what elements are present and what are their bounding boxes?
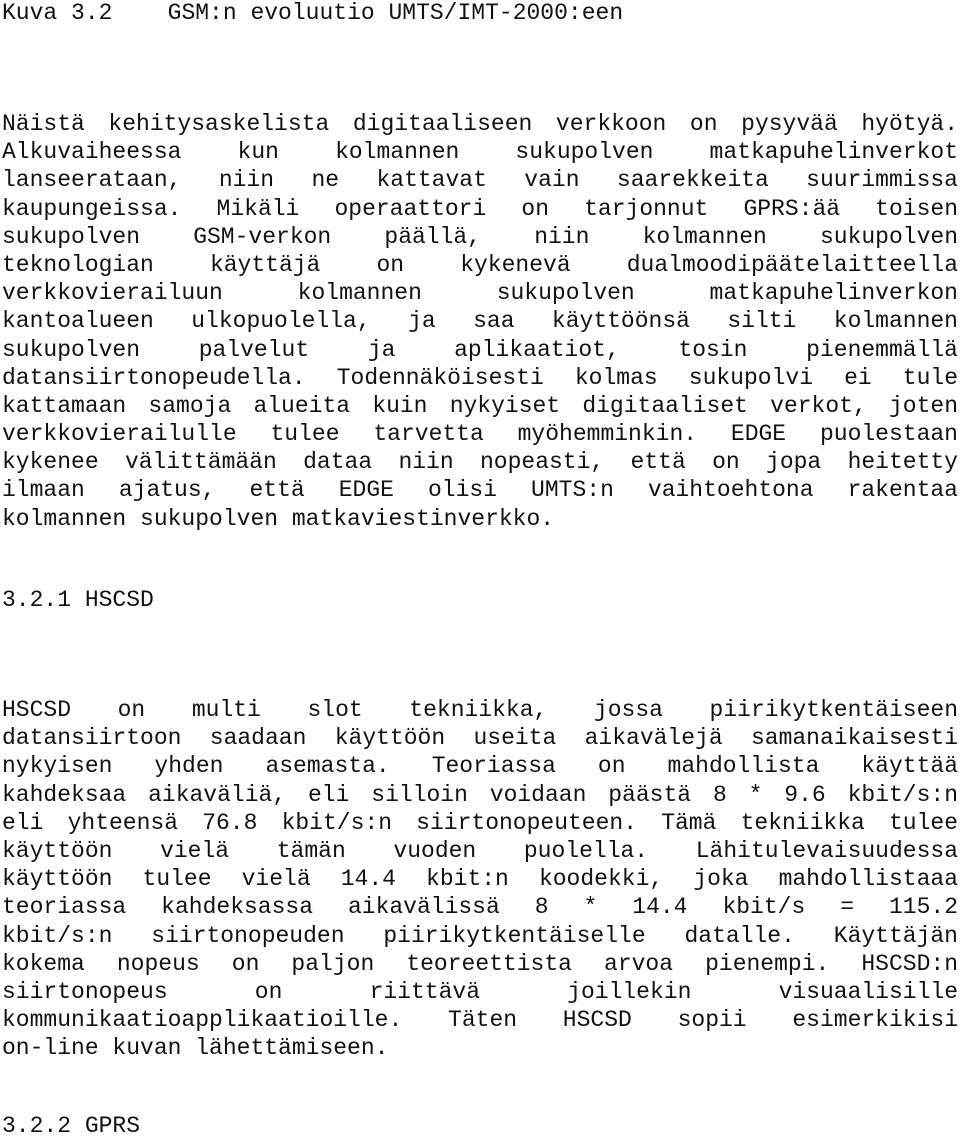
figure-caption: [2, 0, 623, 26]
text-line: eli yhteensä 76.8 kbit/s:n siirtonopeuteen. Tämä tekniikka tulee: [2, 809, 958, 836]
text-line: HSCSD on multi slot tekniikka, jossa piirikytkentäiseen: [2, 697, 958, 723]
section-heading-gprs: 3.2.2 GPRS: [2, 1113, 141, 1139]
text-line: lanseerataan, niin ne kattavat vain saarekkeita suurimmissa: [2, 167, 958, 194]
text-line: kokema nopeus on paljon teoreettista arvoa pienempi. HSCSD:n: [2, 950, 958, 977]
paragraph-evolution: [2, 110, 958, 533]
text-line: siirtonopeus on riittävä joillekin visuaalisille: [2, 978, 958, 1005]
text-line: on-line kuvan lähettämiseen.: [2, 1035, 389, 1062]
paragraph-hscsd: [2, 696, 958, 1062]
text-line: ilmaan ajatus, että EDGE olisi UMTS:n vaihtoehtona rakentaa: [2, 477, 958, 504]
text-line: kommunikaatioapplikaatioille. Täten HSCSD sopii esimerkikisi: [2, 1007, 958, 1034]
text-line: datansiirtoon saadaan käyttöön useita aikavälejä samanaikaisesti: [2, 725, 958, 752]
section-heading-hscsd: 3.2.1 HSCSD: [2, 587, 154, 613]
text-line: kantoalueen ulkopuolella, ja saa käyttöönsä silti kolmannen: [2, 308, 958, 335]
text-line: sukupolven GSM-verkon päällä, niin kolmannen sukupolven: [2, 223, 958, 250]
figure-title: GSM:n evoluutio UMTS/IMT-2000:een: [167, 0, 624, 26]
text-line: verkkovierailulle tulee tarvetta myöhemminkin. EDGE puolestaan: [2, 421, 958, 448]
text-line: kolmannen sukupolven matkaviestinverkko.: [2, 505, 555, 532]
text-line: kattamaan samoja alueita kuin nykyiset digitaaliset verkot, joten: [2, 392, 958, 419]
text-line: datansiirtonopeudella. Todennäköisesti kolmas sukupolvi ei tule: [2, 364, 958, 391]
text-line: nykyisen yhden asemasta. Teoriassa on mahdollista käyttää: [2, 753, 958, 780]
figure-label: Kuva 3.2: [2, 0, 113, 26]
text-line: kbit/s:n siirtonopeuden piirikytkentäiselle datalle. Käyttäjän: [2, 922, 958, 949]
text-line: teknologian käyttäjä on kykenevä dualmoodipäätelaitteella: [2, 251, 958, 278]
text-line: sukupolven palvelut ja aplikaatiot, tosin pienemmällä: [2, 336, 958, 363]
text-line: käyttöön tulee vielä 14.4 kbit:n koodekki, joka mahdollistaaa: [2, 866, 958, 893]
text-line: verkkovierailuun kolmannen sukupolven matkapuhelinverkon: [2, 280, 958, 307]
text-line: Alkuvaiheessa kun kolmannen sukupolven matkapuhelinverkot: [2, 139, 958, 166]
text-line: kaupungeissa. Mikäli operaattori on tarjonnut GPRS:ää toisen: [2, 195, 958, 222]
text-line: teoriassa kahdeksassa aikavälissä 8 * 14.4 kbit/s = 115.2: [2, 894, 958, 921]
text-line: kykenee välittämään dataa niin nopeasti, että on jopa heitetty: [2, 449, 958, 476]
text-line: Näistä kehitysaskelista digitaaliseen verkkoon on pysyvää hyötyä.: [2, 111, 958, 137]
text-line: käyttöön vielä tämän vuoden puolella. Lähitulevaisuudessa: [2, 837, 958, 864]
text-line: kahdeksaa aikaväliä, eli silloin voidaan päästä 8 * 9.6 kbit/s:n: [2, 781, 958, 808]
